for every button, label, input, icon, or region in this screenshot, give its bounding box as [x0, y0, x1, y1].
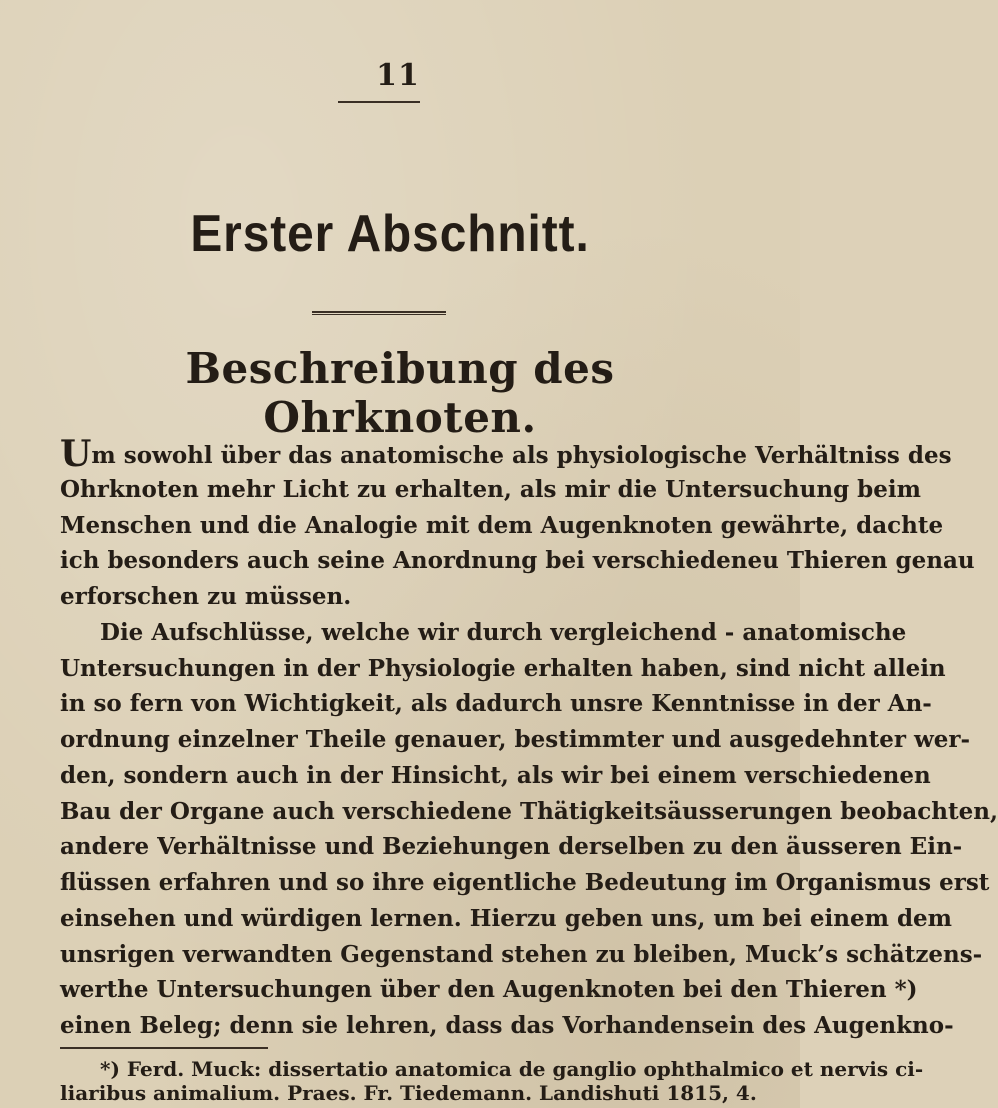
section-title: Erster Abschnitt.	[190, 205, 590, 263]
body-line: Die Aufschlüsse, welche wir durch vergleichend - anatomische	[100, 619, 907, 646]
body-line: in so fern von Wichtigkeit, als dadurch unsre Kenntnisse in der An-	[60, 690, 932, 717]
footnote-line: *) Ferd. Muck: dissertatio anatomica de ganglio ophthalmico et nervis ci-	[100, 1057, 924, 1081]
body-line: ich besonders auch seine Anordnung bei verschiedeneu Thieren genau	[60, 547, 975, 574]
footnote-line: liaribus animalium. Praes. Fr. Tiedemann. Landishuti 1815, 4.	[60, 1081, 757, 1105]
body-line: Menschen und die Analogie mit dem Augenknoten gewährte, dachte	[60, 512, 944, 539]
body-line: erforschen zu müssen.	[60, 583, 352, 610]
body-line: einen Beleg; denn sie lehren, dass das Vorhandensein des Augenkno-	[60, 1012, 954, 1039]
body-line: andere Verhältnisse und Beziehungen derselben zu den äusseren Ein-	[60, 833, 963, 860]
chapter-title: Beschreibung des Ohrknoten.	[185, 344, 615, 442]
drop-cap: U	[60, 433, 92, 475]
body-line: unsrigen verwandten Gegenstand stehen zu bleiben, Muck’s schätzens-	[60, 941, 983, 968]
body-line: ordnung einzelner Theile genauer, bestimmter und ausgedehnter wer-	[60, 726, 971, 753]
body-line: Untersuchungen in der Physiologie erhalten haben, sind nicht allein	[60, 655, 946, 682]
body-line: werthe Untersuchungen über den Augenknoten bei den Thieren *)	[60, 976, 918, 1003]
body-line: einsehen und würdigen lernen. Hierzu geben uns, um bei einem dem	[60, 905, 953, 932]
body-line: den, sondern auch in der Hinsicht, als wir bei einem verschiedenen	[60, 762, 931, 789]
section-divider	[312, 311, 446, 315]
body-line: Bau der Organe auch verschiedene Thätigkeitsäusserungen beobachten,	[60, 798, 998, 825]
page-number: 11	[376, 58, 420, 93]
header-rule	[338, 101, 420, 103]
body-line	[60, 433, 952, 475]
body-line: Ohrknoten mehr Licht zu erhalten, als mir die Untersuchung beim	[60, 476, 921, 503]
footnote-rule	[60, 1047, 268, 1049]
body-line: flüssen erfahren und so ihre eigentliche Bedeutung im Organismus erst	[60, 869, 990, 896]
body-line-text: m sowohl über das anatomische als physiologische Verhältniss des	[91, 442, 952, 469]
